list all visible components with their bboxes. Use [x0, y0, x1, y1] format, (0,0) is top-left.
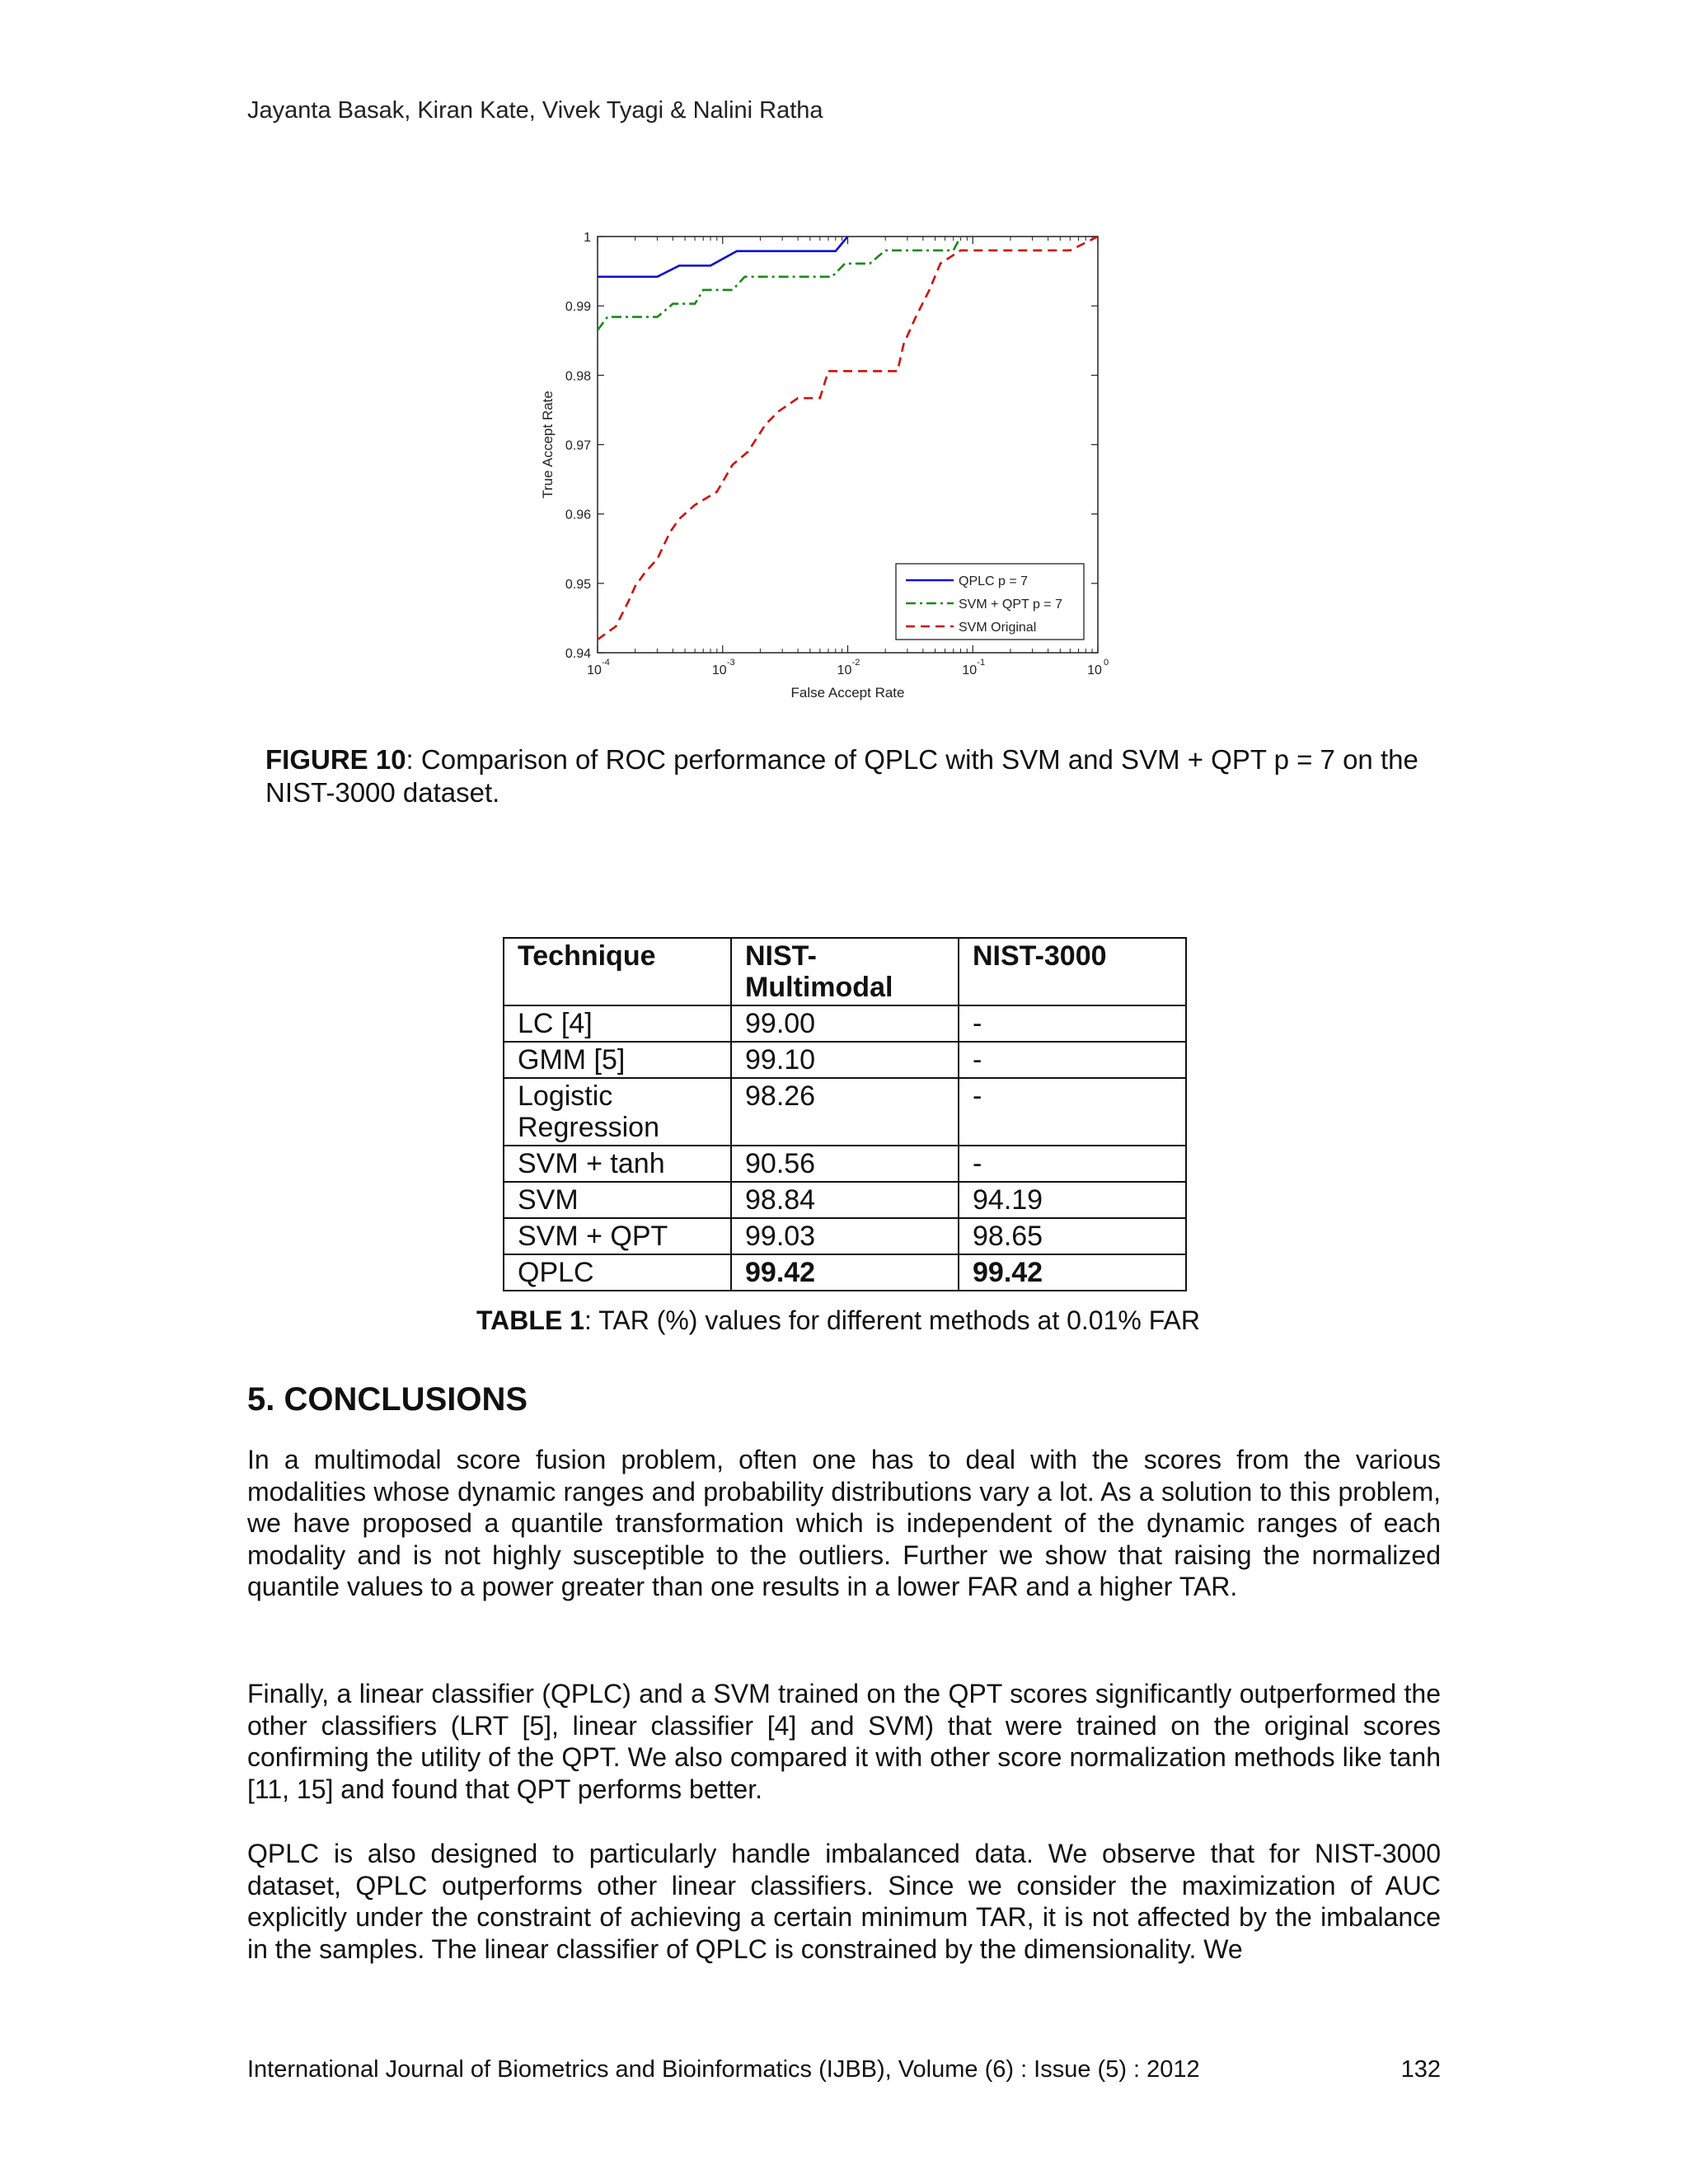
cell-technique: LC [4] [504, 1005, 731, 1042]
x-tick-label: 10 [587, 663, 602, 677]
footer-journal: International Journal of Biometrics and Bioinformatics (IJBB), Volume (6) : Issue (5) : 2012 [247, 2056, 1200, 2083]
x-tick-exponent: -3 [726, 658, 735, 668]
cell-multimodal: 99.03 [731, 1218, 959, 1254]
cell-technique: QPLC [504, 1254, 731, 1291]
cell-nist3000: - [959, 1042, 1186, 1078]
figure-caption-text: : Comparison of ROC performance of QPLC with SVM and SVM + QPT p = 7 on the NIST-3000 dataset. [265, 744, 1418, 808]
cell-multimodal: 99.10 [731, 1042, 959, 1078]
table-row [504, 1005, 1186, 1042]
table-row [504, 1146, 1186, 1182]
cell-nist3000: - [959, 1146, 1186, 1182]
running-header: Jayanta Basak, Kiran Kate, Vivek Tyagi & Nalini Ratha [247, 97, 823, 124]
y-axis-label: True Accept Rate [540, 391, 556, 499]
header-nist-multimodal: NIST- Multimodal [731, 938, 959, 1005]
cell-technique: SVM + QPT [504, 1218, 731, 1254]
x-axis-label: False Accept Rate [790, 685, 905, 701]
table-caption-text: : TAR (%) values for different methods at 0.01% FAR [584, 1305, 1200, 1335]
cell-technique: SVM [504, 1182, 731, 1218]
table-row [504, 1078, 1186, 1146]
roc-chart [528, 224, 1121, 719]
legend-label: QPLC p = 7 [959, 574, 1029, 588]
x-tick-label: 10 [837, 663, 852, 677]
y-tick-label: 1 [584, 231, 591, 245]
table-caption [476, 1305, 1200, 1336]
cell-multimodal: 98.26 [731, 1078, 959, 1146]
cell-technique: GMM [5] [504, 1042, 731, 1078]
y-tick-label: 0.96 [565, 508, 591, 523]
x-tick-exponent: -2 [851, 658, 860, 668]
cell-nist3000: 99.42 [959, 1254, 1186, 1291]
roc-figure [528, 224, 1121, 719]
header-technique: Technique [504, 938, 731, 1005]
cell-nist3000: - [959, 1078, 1186, 1146]
table-header-row [504, 938, 1186, 1005]
table-row [504, 1254, 1186, 1291]
cell-nist3000: 98.65 [959, 1218, 1186, 1254]
x-tick-exponent: -1 [977, 658, 986, 668]
legend-label: SVM Original [959, 621, 1037, 635]
cell-multimodal: 90.56 [731, 1146, 959, 1182]
y-tick-label: 0.97 [565, 438, 591, 453]
header-nist-3000: NIST-3000 [959, 938, 1186, 1005]
results-table [503, 937, 1187, 1291]
cell-nist3000: 94.19 [959, 1182, 1186, 1218]
cell-multimodal: 98.84 [731, 1182, 959, 1218]
x-tick-exponent: -4 [602, 658, 610, 668]
x-tick-exponent: 0 [1103, 658, 1109, 668]
y-tick-label: 0.94 [565, 647, 591, 661]
legend-label: SVM + QPT p = 7 [959, 598, 1062, 612]
cell-technique: Logistic Regression [504, 1078, 731, 1146]
cell-technique: SVM + tanh [504, 1146, 731, 1182]
table-row [504, 1182, 1186, 1218]
table-row [504, 1042, 1186, 1078]
table-row [504, 1218, 1186, 1254]
page-number: 132 [1400, 2056, 1441, 2083]
figure-caption-label: FIGURE 10 [265, 744, 406, 775]
paragraph: In a multimodal score fusion problem, often one has to deal with the scores from the various modalities whose dynamic ranges and probability distributions vary a lot. As a solution to this problem, we have proposed a quantile transformation which is independent of the dynamic ranges of each modality and is not highly susceptible to the outliers. Further we show that raising the normalized quantile values to a power greater than one results in a lower FAR and a higher TAR. [247, 1445, 1441, 1601]
cell-multimodal: 99.42 [731, 1254, 959, 1291]
x-tick-label: 10 [962, 663, 978, 677]
paragraph: QPLC is also designed to particularly handle imbalanced data. We observe that for NIST-3000 dataset, QPLC outperforms other linear classifiers. Since we consider the maximization of AUC explicitly under the constraint of achieving a certain minimum TAR, it is not affected by the imbalance in the samples. The linear classifier of QPLC is constrained by the dimensionality. We [247, 1839, 1441, 1964]
cell-nist3000: - [959, 1005, 1186, 1042]
paragraph: Finally, a linear classifier (QPLC) and a SVM trained on the QPT scores significantly outperformed the other classifiers (LRT [5], linear classifier [4] and SVM) that were trained on the original scores confirming the utility of the QPT. We also compared it with other score normalization methods like tanh [11, 15] and found that QPT performs better. [247, 1679, 1441, 1804]
cell-multimodal: 99.00 [731, 1005, 959, 1042]
figure-caption [265, 743, 1444, 809]
y-tick-label: 0.95 [565, 577, 591, 592]
x-tick-label: 10 [1087, 663, 1102, 677]
section-heading: 5. CONCLUSIONS [247, 1381, 528, 1418]
y-tick-label: 0.99 [565, 300, 591, 315]
y-tick-label: 0.98 [565, 369, 591, 384]
x-tick-label: 10 [711, 663, 727, 677]
table-caption-label: TABLE 1 [476, 1305, 584, 1335]
